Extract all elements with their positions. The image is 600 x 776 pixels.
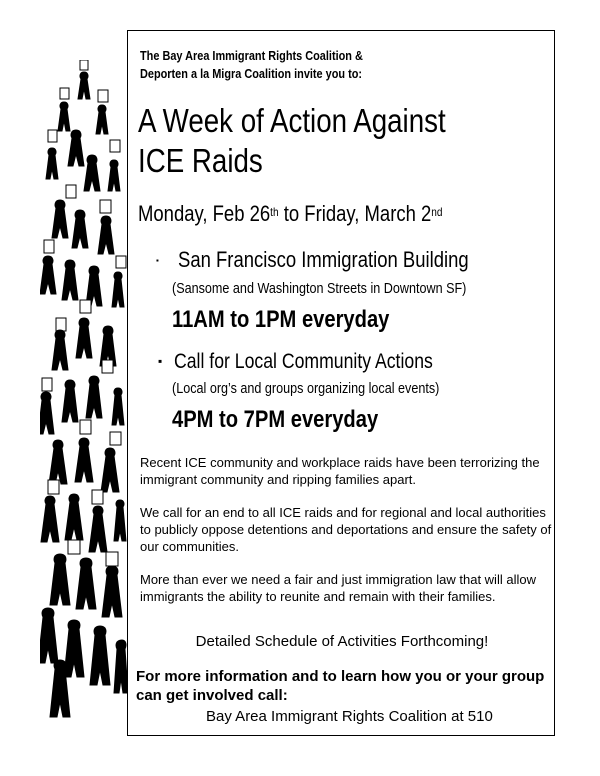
bullet-icon: ▪ [158,354,163,368]
intro-line-2: Deporten a la Migra Coalition invite you to: [140,66,363,81]
dates-start-suffix: th [270,205,279,219]
paragraph-raids: Recent ICE community and workplace raids have been terrorizing the immigrant community and ripping families apart. [140,455,540,487]
schedule-notice: Detailed Schedule of Activities Forthcoming! [195,633,489,650]
location2-time: 4PM to 7PM everyday [172,406,379,433]
flyer-title [138,101,446,181]
location1-time: 11AM to 1PM everyday [172,306,390,333]
intro-line-1: The Bay Area Immigrant Rights Coalition & [140,48,363,63]
location2-subtitle: (Local org’s and groups organizing local events) [172,380,440,397]
location1-subtitle: (Sansome and Washington Streets in Downtown SF) [172,280,467,297]
location1-title: San Francisco Immigration Building [178,247,469,272]
location2-title: Call for Local Community Actions [174,350,433,373]
dates-end-suffix: nd [431,205,443,219]
bullet-icon: ▪ [156,256,159,265]
flyer-intro [140,47,363,83]
title-line-1: A Week of Action Against [138,102,446,139]
dates-start: Monday, Feb 26 [138,201,271,226]
flyer-frame [127,30,555,736]
event-dates [138,201,443,227]
marching-crowd-illustration [40,60,128,720]
paragraph-immigration-law: More than ever we need a fair and just immigration law that will allow immigrants the ability to reunite and remain with their families. [140,572,536,604]
dates-middle: to Friday, March 2 [278,201,432,226]
more-info-text: For more information and to learn how you or your group can get involved call: [136,668,545,704]
contact-line: Bay Area Immigrant Rights Coalition at 510 [206,708,493,725]
paragraph-demands: We call for an end to all ICE raids and for regional and local authorities to publicly oppose detentions and deportations and ensure the safety of our communities. [140,505,552,554]
title-line-2: ICE Raids [138,142,263,179]
